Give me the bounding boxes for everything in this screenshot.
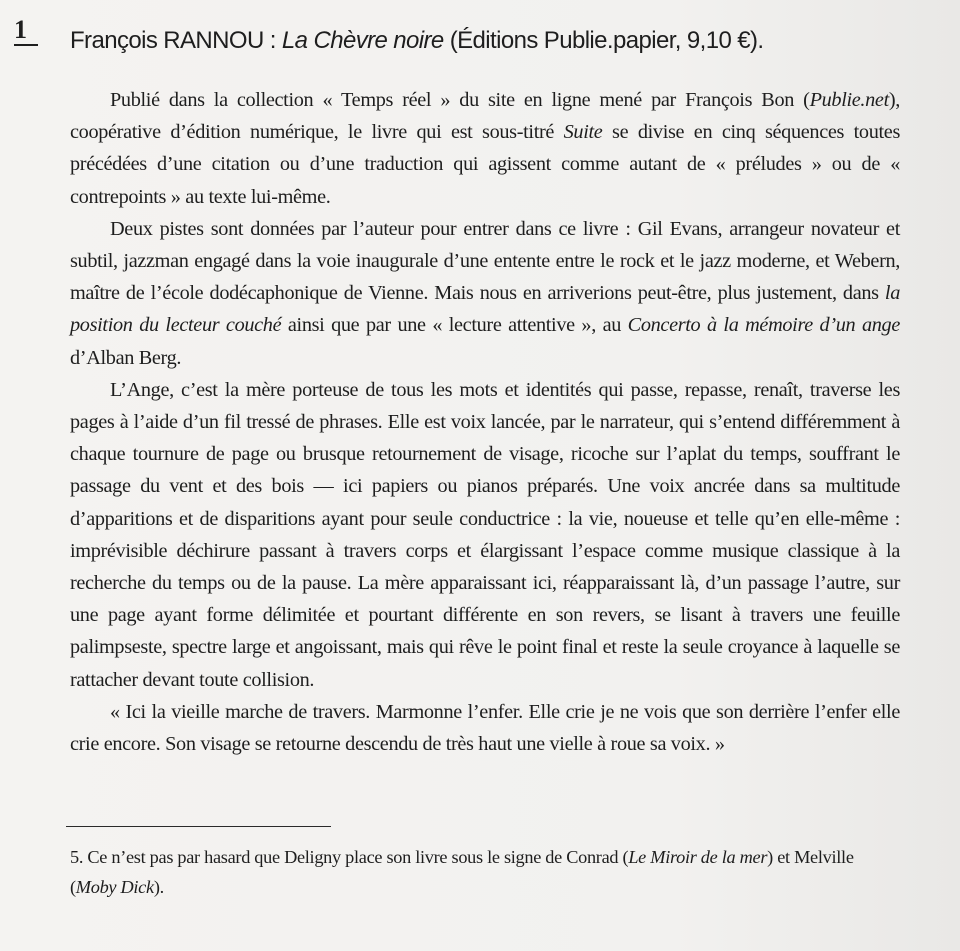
text-run: Publié dans la collection « Temps réel » du site en ligne mené par François Bon (	[110, 89, 810, 111]
heading-author: François RANNOU :	[70, 27, 282, 54]
italic-text: Publie.net	[809, 89, 889, 111]
paragraph	[70, 213, 900, 374]
footnote	[70, 842, 900, 902]
quote-paragraph	[70, 696, 900, 760]
text-run: 5. Ce n’est pas par hasard que Deligny place son livre sous le signe de Conrad (	[70, 847, 629, 867]
footnote-separator	[66, 826, 331, 827]
text-run: L’Ange, c’est la mère porteuse de tous les mots et identités qui passe, repasse, renaît, traverse les pages à l’aide d’un fil tressé de phrases. Elle est voix lancée, par le narrateur, qui s’entend différemment à chaque tournure de page ou brusque retournement de visage, ricoche sur l’aplat du temps, souffrant le passage du vent et des bois — ici papiers ou pianos préparés. Une voix ancrée dans sa multitude d’apparitions et de disparitions ayant pour seule conductrice : la vie, noueuse et telle qu’en elle-même : imprévisible déchirure passant à travers corps et élargissant l’espace comme musique classique à la recherche du temps ou de la pause. La mère apparaissant ici, réapparaissant là, d’un passage l’autre, sur une page ayant forme délimitée et pourtant différente en son revers, se lisant à travers une feuille palimpseste, spectre large et angoissant, mais qui rêve le point final et reste la seule croyance à laquelle se rattacher devant toute collision.	[70, 378, 900, 691]
heading-book-title: La Chèvre noire	[281, 27, 444, 54]
review-body	[70, 84, 900, 760]
text-run: d’Alban Berg.	[70, 346, 182, 369]
text-run: ) et Melville (	[70, 847, 854, 897]
footnote-text	[70, 842, 900, 902]
italic-text: la position du lecteur couché	[70, 282, 900, 337]
text-run: ), coopérative d’édition numérique, le livre qui est sous-titré	[70, 89, 900, 144]
heading-publisher: (Éditions Publie.papier, 9,10 €).	[443, 27, 764, 54]
text-run: Deux pistes sont données par l’auteur pour entrer dans ce livre : Gil Evans, arrangeur novateur et subtil, jazzman engagé dans la voie inaugurale d’une entente entre le rock et le jazz moderne, et Webern, maître de l’école dodécaphonique de Vienne. Mais nous en arriverions peut-être, plus justement, dans	[70, 217, 900, 305]
paragraph	[70, 84, 900, 213]
italic-text: Le Miroir de la mer	[628, 847, 768, 867]
text-run: ).	[153, 877, 164, 897]
text-run: ainsi que par une « lecture attentive », au	[281, 314, 628, 337]
italic-text: Concerto à la mémoire d’un ange	[627, 314, 900, 337]
page-number-underline	[14, 44, 38, 46]
paragraph	[70, 374, 900, 696]
italic-text: Moby Dick	[75, 877, 154, 897]
italic-text: Suite	[563, 121, 603, 144]
text-run: se divise en cinq séquences toutes précédées d’une citation ou d’une traduction qui agissent comme autant de « préludes » ou de « contrepoints » au texte lui-même.	[70, 121, 900, 208]
page-number: 1	[14, 15, 27, 44]
review-heading	[70, 26, 940, 56]
text-run: « Ici la vieille marche de travers. Marmonne l’enfer. Elle crie je ne vois que son derrière l’enfer elle crie encore. Son visage se retourne descendu de très haut une vielle à roue sa voix. »	[70, 700, 900, 756]
